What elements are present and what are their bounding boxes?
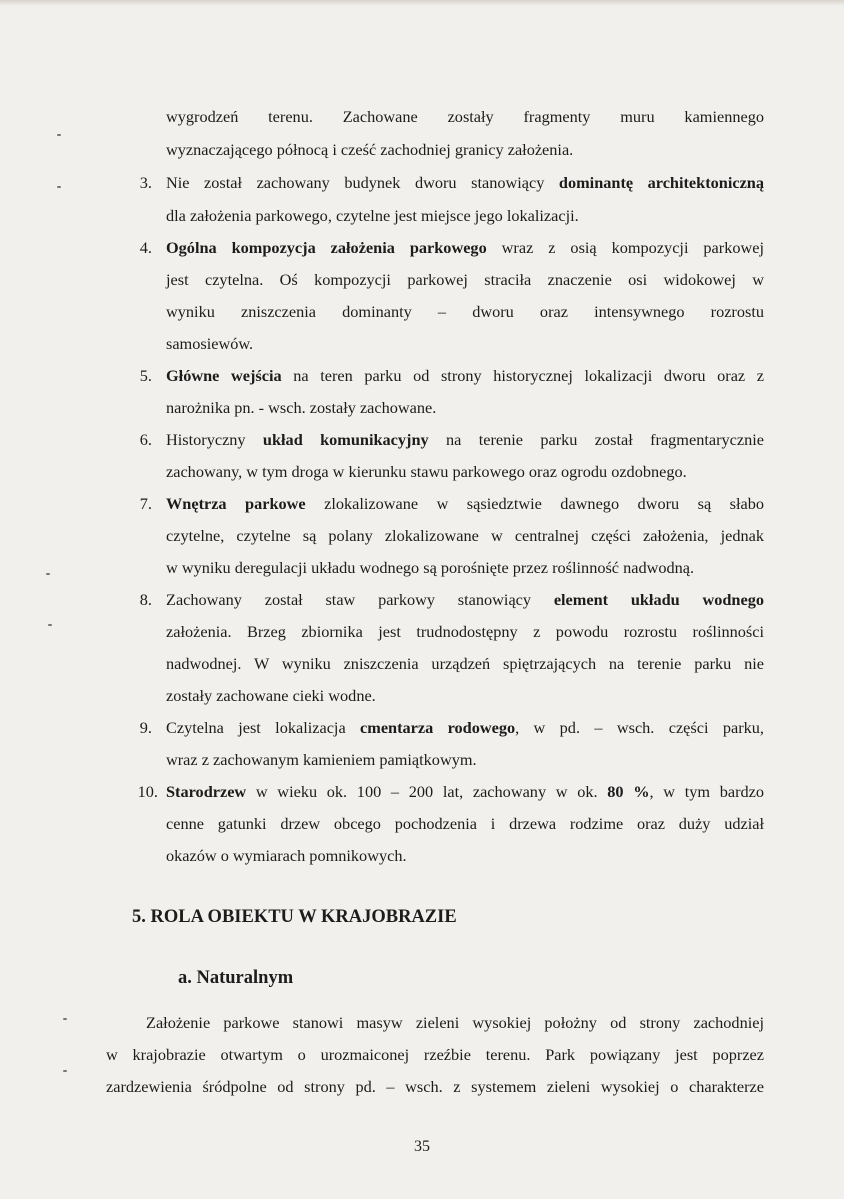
emphasis: 80 % [607, 782, 650, 801]
paragraph-line: w krajobrazie otwartym o urozmaiconej rzeźbie terenu. Park powiązany jest poprzez [106, 1045, 764, 1064]
text-line: okazów o wymiarach pomnikowych. [166, 846, 407, 865]
text-line: wyznaczającego północą i cześć zachodniej granicy założenia. [166, 140, 574, 159]
emphasis: Wnętrza parkowe [166, 494, 306, 513]
list-item-line: Nie został zachowany budynek dworu stanowiący dominantę architektoniczną [166, 173, 765, 192]
scan-dot [46, 573, 50, 575]
emphasis: Starodrzew [166, 782, 247, 801]
emphasis: dominantę architektoniczną [558, 173, 765, 192]
list-item-line: Starodrzew w wieku ok. 100 – 200 lat, zachowany w ok. 80 %, w tym bardzo [166, 782, 764, 801]
scan-dot [57, 186, 61, 188]
list-number: 10. [137, 782, 158, 801]
text-line: wyniku zniszczenia dominanty – dworu oraz intensywnego rozrostu [166, 302, 764, 321]
text-line: wraz z zachowanym kamieniem pamiątkowym. [166, 750, 477, 769]
list-item-line: Ogólna kompozycja założenia parkowego wraz z osią kompozycji parkowej [166, 238, 764, 257]
text-line: zachowany, w tym droga w kierunku stawu parkowego oraz ogrodu ozdobnego. [166, 462, 687, 481]
text-line: założenia. Brzeg zbiornika jest trudnodostępny z powodu rozrostu roślinności [166, 622, 764, 641]
page-number: 35 [414, 1138, 430, 1155]
text-line: narożnika pn. - wsch. zostały zachowane. [166, 398, 437, 417]
emphasis: Ogólna kompozycja założenia parkowego [166, 238, 487, 257]
list-item-line: Historyczny układ komunikacyjny na terenie parku został fragmentarycznie [166, 430, 764, 449]
text-line: cenne gatunki drzew obcego pochodzenia i drzewa rodzime oraz duży udział [166, 814, 764, 833]
emphasis: układ komunikacyjny [262, 430, 429, 449]
list-number: 9. [139, 718, 152, 737]
list-number: 8. [139, 590, 152, 609]
text-line: dla założenia parkowego, czytelne jest miejsce jego lokalizacji. [166, 206, 579, 225]
emphasis: cmentarza rodowego [360, 718, 516, 737]
text-line: wygrodzeń terenu. Zachowane zostały fragmenty muru kamiennego [166, 107, 764, 126]
subsection-heading: a. Naturalnym [178, 968, 294, 988]
paragraph-line: Założenie parkowe stanowi masyw zieleni wysokiej położny od strony zachodniej [146, 1013, 764, 1032]
emphasis: Główne wejścia [166, 366, 282, 385]
paragraph-line: zardzewienia śródpolne od strony pd. – wsch. z systemem zieleni wysokiej o charakterze [106, 1077, 764, 1096]
list-number: 3. [139, 173, 152, 192]
scan-dot [48, 624, 52, 626]
list-item-line: Główne wejścia na teren parku od strony historycznej lokalizacji dworu oraz z [166, 366, 764, 385]
list-number: 6. [139, 430, 152, 449]
text-line: w wyniku deregulacji układu wodnego są porośnięte przez roślinność nadwodną. [166, 558, 695, 577]
text-line: zostały zachowane cieki wodne. [166, 686, 376, 705]
list-number: 4. [139, 238, 152, 257]
scan-dot [57, 134, 61, 136]
list-number: 5. [139, 366, 152, 385]
scan-dot [63, 1018, 67, 1020]
list-item-line: Wnętrza parkowe zlokalizowane w sąsiedztwie dawnego dworu są słabo [166, 494, 764, 513]
text-line: jest czytelna. Oś kompozycji parkowej straciła znaczenie osi widokowej w [166, 270, 764, 289]
list-item-line: Czytelna jest lokalizacja cmentarza rodowego, w pd. – wsch. części parku, [166, 718, 764, 737]
text-line: nadwodnej. W wyniku zniszczenia urządzeń spiętrzających na terenie parku nie [166, 654, 764, 673]
list-item-line: Zachowany został staw parkowy stanowiący element układu wodnego [166, 590, 764, 609]
scan-dot [63, 1070, 67, 1072]
list-number: 7. [139, 494, 152, 513]
text-line: czytelne, czytelne są polany zlokalizowane w centralnej części założenia, jednak [166, 526, 764, 545]
text-line: samosiewów. [166, 334, 254, 353]
section-heading: 5. ROLA OBIEKTU W KRAJOBRAZIE [132, 907, 457, 927]
emphasis: element układu wodnego [553, 590, 764, 609]
scan-top-edge [0, 0, 844, 6]
